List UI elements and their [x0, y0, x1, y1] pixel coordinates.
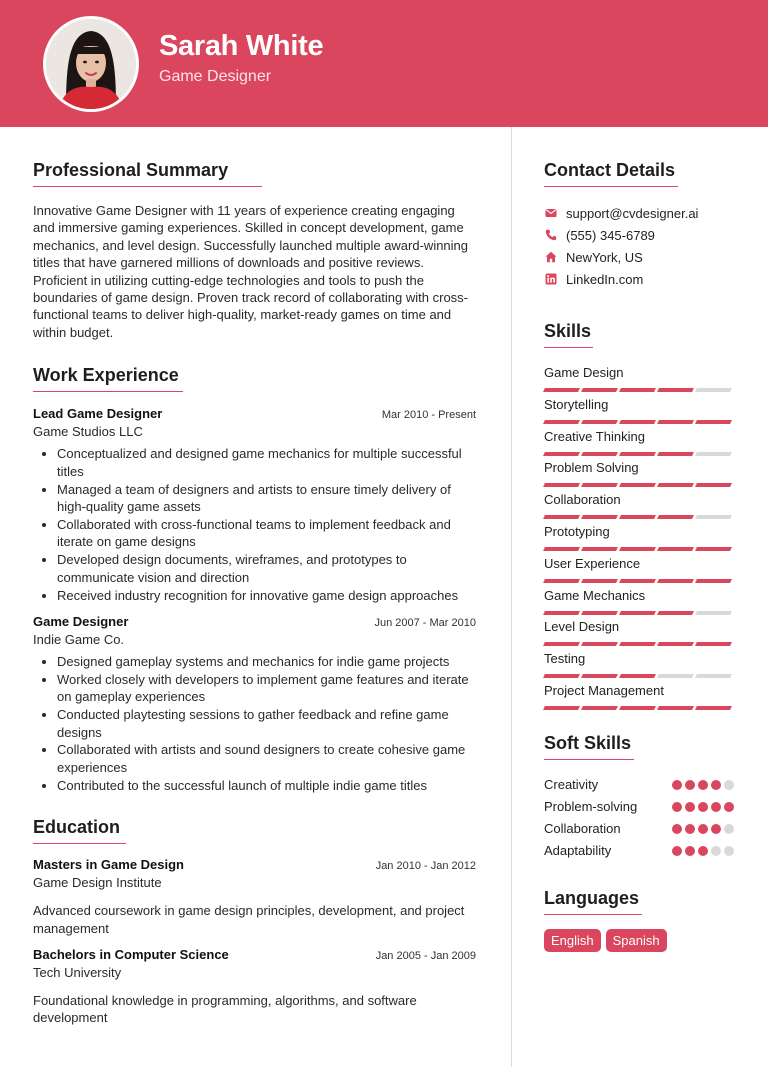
- skill-item: [544, 365, 734, 397]
- skill-level-bar: [544, 452, 734, 456]
- soft-skill-item: [544, 796, 734, 818]
- rating-dot: [672, 846, 682, 856]
- column-divider: [511, 127, 512, 1067]
- job-date: Mar 2010 - Present: [381, 409, 476, 422]
- soft-skill-name: Collaboration: [544, 821, 621, 837]
- skill-item: [544, 460, 734, 492]
- skills-list: [544, 365, 734, 715]
- skill-level-segment: [619, 452, 656, 456]
- contact-linkedin[interactable]: [544, 268, 734, 290]
- skill-name: Testing: [544, 651, 586, 667]
- candidate-role: Game Designer: [159, 68, 272, 85]
- skill-item: [544, 397, 734, 429]
- skill-level-bar: [544, 674, 734, 678]
- skill-level-segment: [695, 420, 732, 424]
- degree-title: Masters in Game Design: [33, 857, 184, 873]
- skill-name: Collaboration: [544, 492, 621, 508]
- rating-dot: [685, 824, 695, 834]
- skill-level-bar: [544, 483, 734, 487]
- skill-level-segment: [581, 420, 618, 424]
- sidebar-column: [544, 160, 734, 952]
- languages-title: Languages: [544, 888, 642, 915]
- skill-level-segment: [695, 547, 732, 551]
- contact-section: [544, 160, 734, 290]
- home-icon: [544, 250, 558, 264]
- soft-skill-item: [544, 774, 734, 796]
- company-name: Indie Game Co.: [33, 631, 125, 647]
- skill-name: Game Mechanics: [544, 587, 646, 603]
- contact-phone-text: (555) 345-6789: [566, 227, 655, 243]
- contact-email-text: support@cvdesigner.ai: [566, 205, 699, 221]
- skill-level-segment: [657, 674, 694, 678]
- skill-level-bar: [544, 706, 734, 710]
- soft-skill-item: [544, 840, 734, 862]
- skill-level-segment: [619, 483, 656, 487]
- summary-text: Innovative Game Designer with 11 years of experience creating engaging and immersive gaming experiences. Skilled in concept development, game mechanics, and level design. Successfully launched multiple award-winning titles that have garnered millions of downloads and positive reviews. Proficient in utilizing cutting-edge technologies and tools to push the boundaries of game design. Proven track record of collaborating with cross-functional teams to deliver high-quality, market-ready games on time and within budget.: [33, 203, 469, 340]
- rating-dot: [698, 780, 708, 790]
- job-date: Jun 2007 - Mar 2010: [374, 616, 476, 629]
- skill-name: Project Management: [544, 682, 664, 698]
- summary-section: [33, 160, 476, 341]
- rating-dot: [698, 846, 708, 856]
- skill-level-segment: [619, 388, 656, 392]
- skill-item: [544, 524, 734, 556]
- skill-item: [544, 556, 734, 588]
- skills-section: [544, 321, 734, 715]
- skill-name: Prototyping: [544, 523, 610, 539]
- rating-dot: [724, 802, 734, 812]
- list-item: • Conceptualized and designed game mechanics for multiple successful titles: [57, 445, 476, 480]
- soft-skill-rating: [672, 802, 734, 812]
- soft-skills-title: Soft Skills: [544, 733, 634, 760]
- skill-level-segment: [657, 452, 694, 456]
- job-bullets: [33, 445, 476, 604]
- skill-level-segment: [543, 420, 580, 424]
- rating-dot: [685, 846, 695, 856]
- rating-dot: [711, 780, 721, 790]
- skill-level-segment: [581, 547, 618, 551]
- skill-level-segment: [581, 674, 618, 678]
- skill-level-segment: [581, 452, 618, 456]
- summary-title: Professional Summary: [33, 160, 262, 187]
- skill-name: User Experience: [544, 555, 641, 571]
- skill-level-segment: [657, 483, 694, 487]
- job-title: Game Designer: [33, 613, 129, 629]
- skill-level-bar: [544, 579, 734, 583]
- skill-level-segment: [657, 642, 694, 646]
- education-description: Foundational knowledge in programming, algorithms, and software development: [33, 992, 417, 1026]
- skill-level-segment: [581, 388, 618, 392]
- skill-item: [544, 651, 734, 683]
- skill-level-segment: [657, 579, 694, 583]
- skill-level-bar: [544, 388, 734, 392]
- skill-level-bar: [544, 547, 734, 551]
- skill-name: Creative Thinking: [544, 428, 645, 444]
- skill-name: Problem Solving: [544, 460, 639, 476]
- soft-skill-name: Adaptability: [544, 843, 612, 859]
- skill-level-segment: [619, 420, 656, 424]
- job-entry: [33, 614, 476, 794]
- languages-section: [544, 888, 734, 952]
- soft-skill-name: Problem-solving: [544, 799, 638, 815]
- skill-level-segment: [657, 388, 694, 392]
- list-item: • Collaborated with artists and sound designers to create cohesive game experiences: [57, 741, 476, 776]
- skill-name: Level Design: [544, 619, 620, 635]
- rating-dot: [672, 780, 682, 790]
- rating-dot: [685, 780, 695, 790]
- portrait-illustration: [46, 19, 136, 109]
- list-item: • Contributed to the successful launch of multiple indie game titles: [57, 777, 476, 794]
- job-entry: [33, 406, 476, 604]
- soft-skill-rating: [672, 780, 734, 790]
- skill-level-segment: [695, 388, 732, 392]
- skill-level-segment: [581, 515, 618, 519]
- skill-level-segment: [657, 706, 694, 710]
- contact-location: [544, 246, 734, 268]
- list-item: • Received industry recognition for innovative game design approaches: [57, 587, 476, 604]
- skill-level-segment: [543, 483, 580, 487]
- skill-item: [544, 588, 734, 620]
- list-item: • Managed a team of designers and artists to ensure timely delivery of high-quality game assets: [57, 481, 476, 516]
- skills-title: Skills: [544, 321, 593, 348]
- skill-level-segment: [619, 674, 656, 678]
- skill-level-segment: [543, 642, 580, 646]
- contact-list: [544, 202, 734, 290]
- skill-level-bar: [544, 420, 734, 424]
- soft-skill-rating: [672, 824, 734, 834]
- list-item: • Collaborated with cross-functional teams to implement feedback and iterate on game designs: [57, 516, 476, 551]
- skill-level-segment: [695, 515, 732, 519]
- skill-level-segment: [619, 706, 656, 710]
- rating-dot: [711, 846, 721, 856]
- company-name: Game Studios LLC: [33, 424, 143, 440]
- skill-level-segment: [657, 611, 694, 615]
- contact-location-text: NewYork, US: [566, 249, 643, 265]
- soft-skill-item: [544, 818, 734, 840]
- skill-level-segment: [543, 579, 580, 583]
- skill-level-segment: [695, 674, 732, 678]
- rating-dot: [711, 802, 721, 812]
- skill-level-segment: [657, 547, 694, 551]
- skill-level-segment: [695, 483, 732, 487]
- skill-level-segment: [695, 452, 732, 456]
- skill-level-segment: [543, 388, 580, 392]
- skill-level-bar: [544, 515, 734, 519]
- education-section: [33, 817, 476, 1027]
- skill-level-segment: [619, 579, 656, 583]
- language-tag: Spanish: [606, 929, 667, 952]
- soft-skill-rating: [672, 846, 734, 856]
- rating-dot: [711, 824, 721, 834]
- skill-level-segment: [581, 706, 618, 710]
- skill-item: [544, 429, 734, 461]
- language-tag: English: [544, 929, 601, 952]
- list-item: • Worked closely with developers to implement game features and iterate on gameplay experiences: [57, 671, 476, 706]
- skill-level-segment: [695, 642, 732, 646]
- job-title: Lead Game Designer: [33, 406, 163, 422]
- skill-name: Storytelling: [544, 396, 609, 412]
- skill-level-segment: [581, 483, 618, 487]
- resume-header: [0, 0, 768, 127]
- contact-phone[interactable]: [544, 224, 734, 246]
- list-item: • Developed design documents, wireframes, and prototypes to communicate vision and direction: [57, 551, 476, 586]
- skill-level-segment: [543, 515, 580, 519]
- skill-level-segment: [619, 515, 656, 519]
- skill-level-segment: [581, 642, 618, 646]
- skill-item: [544, 492, 734, 524]
- skill-level-segment: [543, 706, 580, 710]
- skill-level-segment: [581, 579, 618, 583]
- skill-level-segment: [543, 547, 580, 551]
- skill-level-segment: [543, 611, 580, 615]
- skill-name: Game Design: [544, 365, 624, 380]
- soft-skills-list: [544, 774, 734, 862]
- education-date: Jan 2010 - Jan 2012: [375, 860, 476, 873]
- skill-level-bar: [544, 611, 734, 615]
- skill-level-segment: [619, 642, 656, 646]
- rating-dot: [724, 824, 734, 834]
- skill-level-segment: [543, 452, 580, 456]
- skill-level-bar: [544, 642, 734, 646]
- school-name: Game Design Institute: [33, 875, 162, 891]
- job-bullets: [33, 653, 476, 794]
- skill-level-segment: [657, 420, 694, 424]
- work-section: [33, 365, 476, 794]
- envelope-icon: [544, 206, 558, 220]
- avatar: [43, 16, 139, 112]
- list-item: • Designed gameplay systems and mechanics for indie game projects: [57, 653, 476, 670]
- linkedin-icon: [544, 272, 558, 286]
- main-column: [33, 160, 476, 1027]
- rating-dot: [672, 824, 682, 834]
- contact-email[interactable]: [544, 202, 734, 224]
- skill-level-segment: [657, 515, 694, 519]
- education-entry: [33, 857, 476, 937]
- education-date: Jan 2005 - Jan 2009: [375, 949, 476, 962]
- candidate-name: Sarah White: [159, 30, 324, 62]
- work-title: Work Experience: [33, 365, 183, 392]
- soft-skill-name: Creativity: [544, 777, 599, 793]
- rating-dot: [698, 824, 708, 834]
- rating-dot: [685, 802, 695, 812]
- skill-level-segment: [543, 674, 580, 678]
- rating-dot: [724, 780, 734, 790]
- skill-item: [544, 619, 734, 651]
- skill-level-segment: [695, 611, 732, 615]
- soft-skills-section: [544, 733, 734, 862]
- skill-level-segment: [695, 706, 732, 710]
- degree-title: Bachelors in Computer Science: [33, 946, 229, 962]
- contact-title: Contact Details: [544, 160, 678, 187]
- skill-level-segment: [619, 547, 656, 551]
- skill-item: [544, 683, 734, 715]
- profile-photo: [46, 19, 136, 109]
- rating-dot: [672, 802, 682, 812]
- education-title: Education: [33, 817, 126, 844]
- skill-level-segment: [581, 611, 618, 615]
- skill-level-segment: [695, 579, 732, 583]
- rating-dot: [698, 802, 708, 812]
- education-description: Advanced coursework in game design principles, development, and project management: [33, 903, 465, 936]
- phone-icon: [544, 228, 558, 242]
- education-entry: [33, 947, 476, 1027]
- skill-level-segment: [619, 611, 656, 615]
- list-item: • Conducted playtesting sessions to gather feedback and refine game designs: [57, 706, 476, 741]
- rating-dot: [724, 846, 734, 856]
- languages-list: [544, 929, 734, 952]
- school-name: Tech University: [33, 964, 122, 980]
- contact-linkedin-text: LinkedIn.com: [566, 271, 644, 287]
